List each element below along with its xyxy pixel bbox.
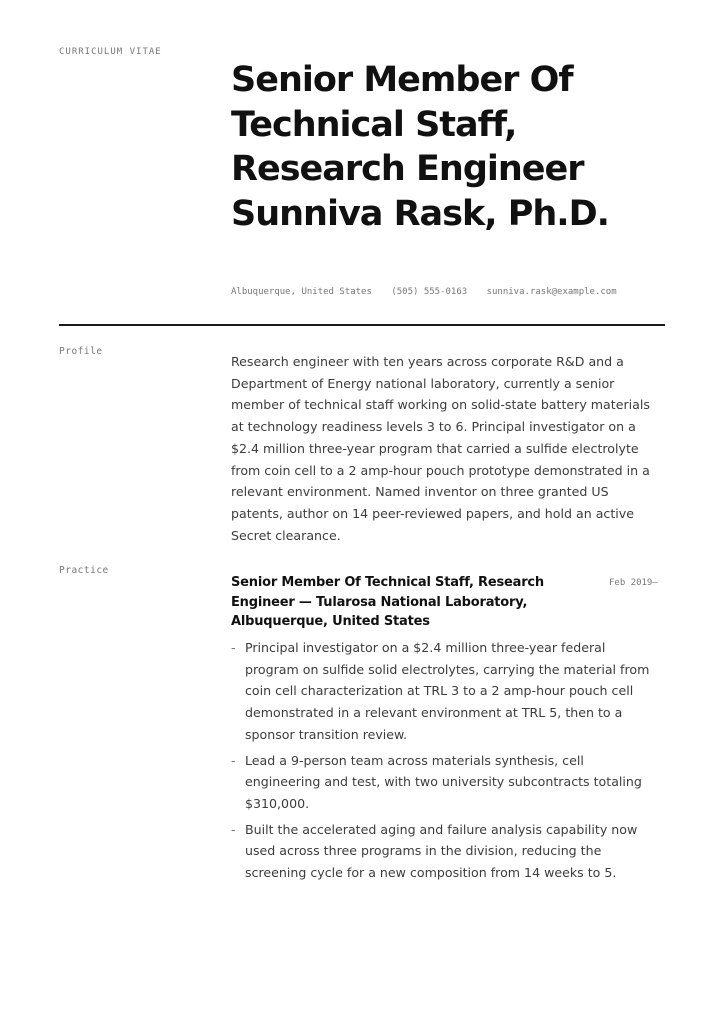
list-item	[231, 637, 663, 746]
bullet-marker: -	[231, 821, 236, 837]
list-item	[231, 750, 663, 815]
header-divider	[59, 324, 665, 326]
bullet-text: Principal investigator on a $2.4 million three-year federal program on sulfide solid electrolytes, carrying the material from coin cell characterization at TRL 3 to a 2 amp-hour pouch cell demonstrated in a relevant environment at TRL 5, then to a sponsor transition review.	[245, 640, 650, 742]
document-eyebrow: CURRICULUM VITAE	[59, 47, 162, 57]
job-date: Feb 2019–	[609, 578, 658, 588]
contact-phone: (505) 555-0163	[391, 287, 468, 297]
bullet-marker: -	[231, 752, 236, 768]
list-item	[231, 819, 663, 884]
contact-line	[231, 287, 631, 297]
section-label-practice: Practice	[59, 565, 109, 576]
bullet-text: Built the accelerated aging and failure analysis capability now used across three programs in the division, reducing the screening cycle for a new composition from 14 weeks to 5.	[245, 821, 638, 881]
section-label-profile: Profile	[59, 346, 103, 357]
contact-email: sunniva.rask@example.com	[486, 287, 617, 297]
contact-location: Albuquerque, United States	[231, 287, 372, 297]
page-title: Senior Member Of Technical Staff, Research Engineer Sunniva Rask, Ph.D.	[231, 60, 609, 234]
profile-text: Research engineer with ten years across corporate R&D and a Department of Energy national laboratory, currently a senior member of technical staff working on solid-state battery materials at technology readiness levels 3 to 6. Principal investigator on a $2.4 million three-year program that carried a sulfide electrolyte from coin cell to a 2 amp-hour pouch prototype demonstrated in a relevant environment. Named inventor on three granted US patents, author on 14 peer-reviewed papers, and hold an active Secret clearance.	[231, 354, 650, 543]
job-title: Senior Member Of Technical Staff, Research Engineer — Tularosa National Laboratory, Albuquerque, United States	[231, 575, 544, 629]
job-bullets	[231, 637, 663, 888]
bullet-text: Lead a 9-person team across materials synthesis, cell engineering and test, with two university subcontracts totaling $310,000.	[245, 752, 642, 811]
bullet-marker: -	[231, 640, 236, 655]
